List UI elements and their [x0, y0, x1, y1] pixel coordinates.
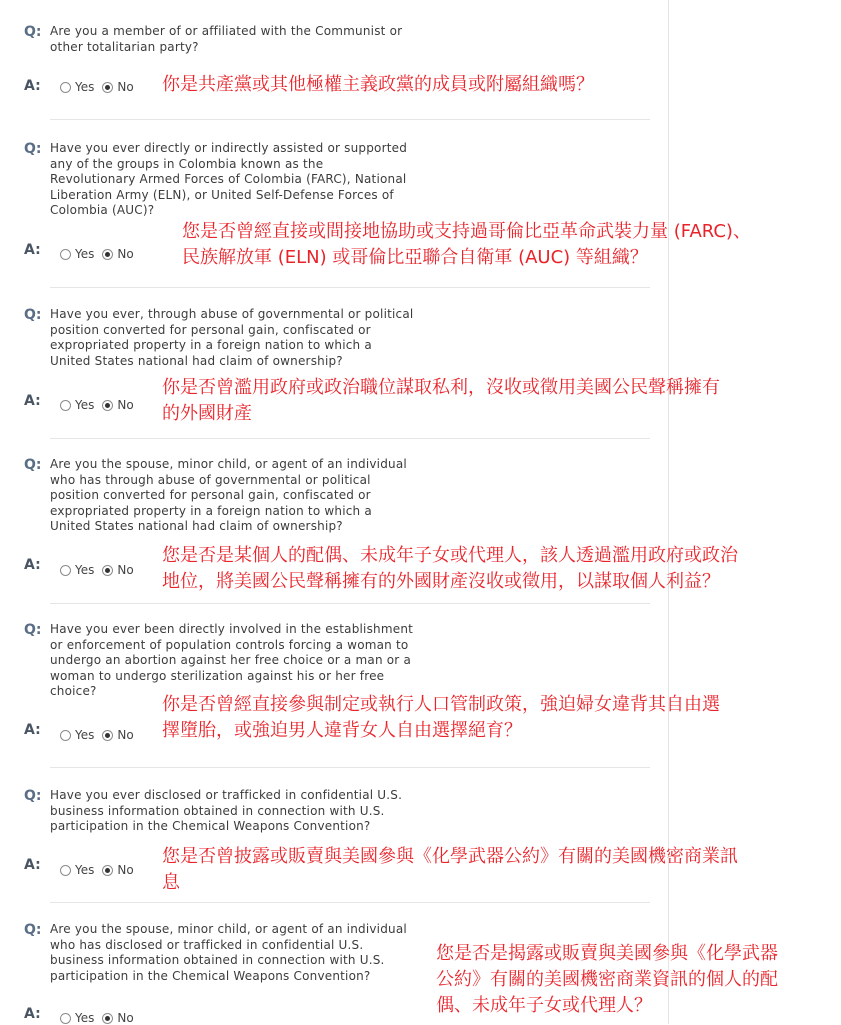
no-option[interactable] — [102, 1011, 133, 1025]
yes-option[interactable] — [60, 728, 94, 742]
yes-label: Yes — [75, 1011, 95, 1025]
no-radio[interactable] — [102, 865, 113, 876]
yes-radio[interactable] — [60, 249, 71, 260]
yes-radio[interactable] — [60, 565, 71, 576]
answer-label: A: — [24, 242, 41, 258]
no-option[interactable] — [102, 398, 133, 412]
answer-options — [60, 247, 134, 261]
yes-label: Yes — [75, 398, 95, 412]
no-label: No — [117, 728, 134, 742]
yes-label: Yes — [75, 80, 95, 94]
yes-label: Yes — [75, 563, 95, 577]
question-label: Q: — [24, 24, 42, 40]
question-text: Have you ever, through abuse of governmental or political position converted for personal gain, confiscated or expropriated property in a foreign nation to which a United States national had claim of ownership? — [50, 307, 414, 368]
no-label: No — [117, 80, 134, 94]
yes-option[interactable] — [60, 247, 94, 261]
answer-label: A: — [24, 78, 41, 94]
question-text: Are you the spouse, minor child, or agent of an individual who has through abuse of governmental or political position converted for personal gain, confiscated or expropriated property in a foreign nation to which a United States national had claim of ownership? — [50, 457, 407, 533]
answer-label: A: — [24, 557, 41, 573]
yes-option[interactable] — [60, 863, 94, 877]
answer-label: A: — [24, 1006, 41, 1022]
answer-options — [60, 80, 134, 94]
divider — [50, 287, 650, 288]
translation-4: 您是否是某個人的配偶、未成年子女或代理人，該人透過濫用政府或政治 地位，將美國公民聲稱擁有的外國財產沒收或徵用，以謀取個人利益？ — [162, 545, 738, 592]
question-label: Q: — [24, 141, 42, 157]
no-label: No — [117, 247, 134, 261]
divider — [50, 902, 650, 903]
yes-option[interactable] — [60, 80, 94, 94]
yes-option[interactable] — [60, 1011, 94, 1025]
no-option[interactable] — [102, 247, 133, 261]
answer-options — [60, 563, 134, 577]
no-radio[interactable] — [102, 730, 113, 741]
no-radio[interactable] — [102, 400, 113, 411]
question-label: Q: — [24, 307, 42, 323]
question-label: Q: — [24, 622, 42, 638]
yes-radio[interactable] — [60, 400, 71, 411]
translation-2: 您是否曾經直接或間接地協助或支持過哥倫比亞革命武裝力量 (FARC)、 民族解放軍 (ELN) 或哥倫比亞聯合自衛軍 (AUC) 等組織？ — [182, 221, 751, 268]
yes-radio[interactable] — [60, 730, 71, 741]
divider — [50, 767, 650, 768]
yes-radio[interactable] — [60, 82, 71, 93]
translation-5: 你是否曾經直接參與制定或執行人口管制政策，強迫婦女違背其自由選 擇墮胎，或強迫男人違背女人自由選擇絕育？ — [162, 694, 720, 741]
answer-label: A: — [24, 722, 41, 738]
no-label: No — [117, 1011, 134, 1025]
question-text: Are you the spouse, minor child, or agent of an individual who has disclosed or trafficked in confidential U.S. business information obtained in connection with U.S. participation in the Chemical Weapons Convention? — [50, 922, 407, 983]
question-text: Have you ever disclosed or trafficked in confidential U.S. business information obtained in connection with U.S. participation in the Chemical Weapons Convention? — [50, 788, 403, 833]
question-label: Q: — [24, 457, 42, 473]
answer-label: A: — [24, 393, 41, 409]
question-text: Have you ever directly or indirectly assisted or supported any of the groups in Colombia known as the Revolutionary Armed Forces of Colombia (FARC), National Liberation Army (ELN), or United Self-Defense Forces of Colombia (AUC)? — [50, 141, 408, 217]
no-radio[interactable] — [102, 565, 113, 576]
translation-1: 你是共產黨或其他極權主義政黨的成員或附屬組織嗎？ — [162, 74, 594, 95]
no-option[interactable] — [102, 728, 133, 742]
answer-options — [60, 398, 134, 412]
no-label: No — [117, 398, 134, 412]
yes-label: Yes — [75, 863, 95, 877]
question-text: Are you a member of or affiliated with the Communist or other totalitarian party? — [50, 24, 403, 54]
no-label: No — [117, 863, 134, 877]
question-text: Have you ever been directly involved in the establishment or enforcement of population controls forcing a woman to undergo an abortion against her free choice or a man or a woman to undergo sterilization against his or her free choice? — [50, 622, 414, 698]
no-radio[interactable] — [102, 1013, 113, 1024]
yes-radio[interactable] — [60, 865, 71, 876]
question-label: Q: — [24, 788, 42, 804]
yes-radio[interactable] — [60, 1013, 71, 1024]
divider — [50, 603, 650, 604]
question-label: Q: — [24, 922, 42, 938]
translation-7: 您是否是揭露或販賣與美國參與《化學武器 公約》有關的美國機密商業資訊的個人的配 偶、未成年子女或代理人？ — [436, 943, 778, 1016]
divider — [50, 438, 650, 439]
no-option[interactable] — [102, 563, 133, 577]
no-label: No — [117, 563, 134, 577]
answer-options — [60, 863, 134, 877]
no-radio[interactable] — [102, 249, 113, 260]
no-option[interactable] — [102, 863, 133, 877]
translation-3: 你是否曾濫用政府或政治職位謀取私利，沒收或徵用美國公民聲稱擁有 的外國財產 — [162, 377, 720, 424]
answer-options — [60, 1011, 134, 1025]
answer-options — [60, 728, 134, 742]
answer-label: A: — [24, 857, 41, 873]
yes-label: Yes — [75, 728, 95, 742]
yes-option[interactable] — [60, 563, 94, 577]
yes-option[interactable] — [60, 398, 94, 412]
translation-6: 您是否曾披露或販賣與美國參與《化學武器公約》有關的美國機密商業訊 息 — [162, 846, 738, 893]
no-option[interactable] — [102, 80, 133, 94]
no-radio[interactable] — [102, 82, 113, 93]
yes-label: Yes — [75, 247, 95, 261]
divider — [50, 119, 650, 120]
